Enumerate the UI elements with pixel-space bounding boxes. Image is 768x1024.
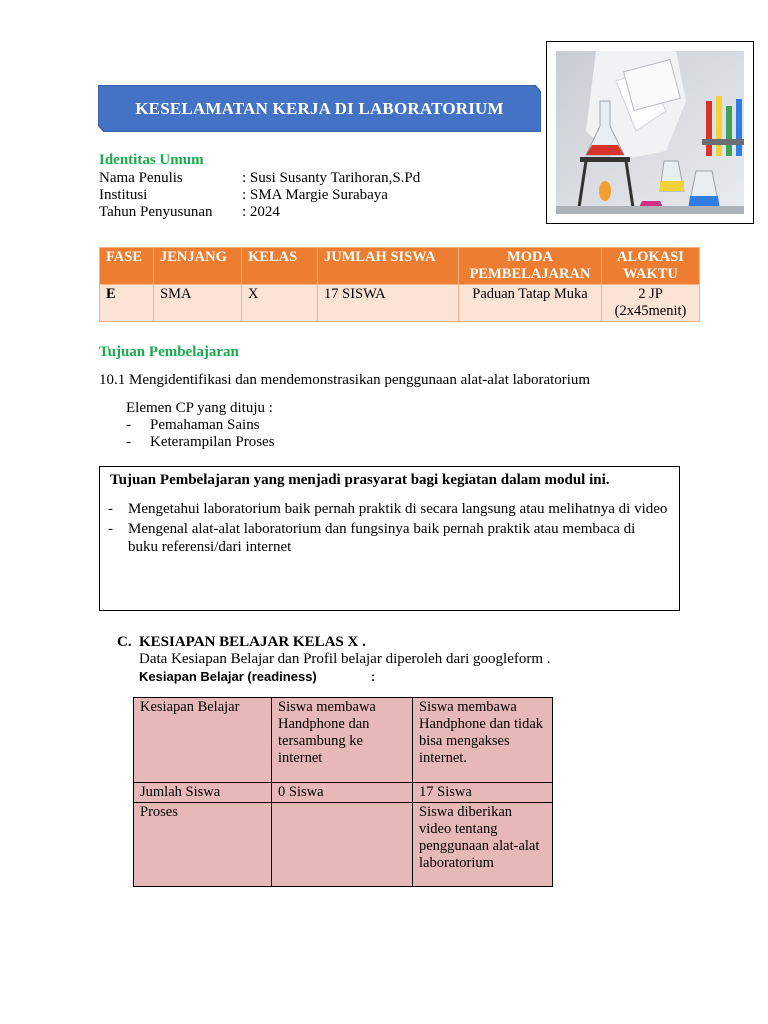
readiness-table	[133, 697, 553, 887]
section-c-heading: KESIAPAN BELAJAR KELAS X .	[139, 634, 366, 650]
identitas-heading: Identitas Umum	[99, 152, 204, 168]
identity-row-author	[99, 169, 420, 187]
table-cell: Siswa membawa Handphone dan tersambung ke internet	[272, 698, 413, 783]
list-dash: -	[126, 434, 131, 450]
cell-jumlah-siswa: 17 SISWA	[318, 285, 459, 322]
document-title: KESELAMATAN KERJA DI LABORATORIUM	[135, 98, 504, 118]
list-item-text: Mengetahui laboratorium baik pernah praktik di secara langsung atau melihatnya di video	[128, 501, 668, 517]
identity-key: Nama Penulis	[99, 170, 183, 186]
elemen-label: Elemen CP yang dituju :	[126, 400, 273, 416]
prasyarat-title: Tujuan Pembelajaran yang menjadi prasyarat bagi kegiatan dalam modul ini.	[110, 472, 610, 488]
readiness-colon: :	[371, 669, 376, 684]
elemen-item-text: Keterampilan Proses	[150, 434, 275, 450]
identity-key: Institusi	[99, 187, 148, 203]
list-dash: -	[108, 520, 113, 537]
section-c-description: Data Kesiapan Belajar dan Profil belajar diperoleh dari googleform .	[139, 651, 551, 667]
identity-row-institution	[99, 186, 388, 204]
header-jenjang: JENJANG	[154, 248, 242, 285]
identity-value: : 2024	[242, 204, 280, 220]
cell-alokasi: 2 JP (2x45menit)	[602, 285, 700, 322]
tujuan-heading: Tujuan Pembelajaran	[99, 344, 239, 360]
table-cell	[272, 803, 413, 887]
tujuan-statement: 10.1 Mengidentifikasi dan mendemonstrasikan penggunaan alat-alat laboratorium	[99, 372, 591, 388]
cell-kelas: X	[242, 285, 318, 322]
header-moda: MODA PEMBELAJARAN	[459, 248, 602, 285]
elemen-item-text: Pemahaman Sains	[150, 417, 260, 433]
identity-key: Tahun Penyusunan	[99, 204, 213, 220]
list-item-text: Mengenal alat-alat laboratorium dan fungsinya baik pernah praktik atau membaca di buku referensi/dari internet	[128, 520, 636, 555]
cell-jenjang: SMA	[154, 285, 242, 322]
table-row	[134, 698, 553, 783]
header-kelas: KELAS	[242, 248, 318, 285]
list-dash: -	[126, 417, 131, 433]
title-banner	[98, 85, 541, 132]
table-cell: 17 Siswa	[413, 783, 553, 803]
identity-value: : Susi Susanty Tarihoran,S.Pd	[242, 170, 421, 186]
table-cell: Jumlah Siswa	[134, 783, 272, 803]
table-cell: Kesiapan Belajar	[134, 698, 272, 783]
header-alokasi: ALOKASI WAKTU	[602, 248, 700, 285]
table-cell: Proses	[134, 803, 272, 887]
laboratory-photo	[546, 41, 754, 224]
table-cell: Siswa diberikan video tentang penggunaan alat-alat laboratorium	[413, 803, 553, 887]
cell-fase: E	[100, 285, 154, 322]
list-item	[108, 500, 668, 519]
table-header-row	[100, 248, 700, 285]
cell-moda: Paduan Tatap Muka	[459, 285, 602, 322]
info-table	[99, 247, 700, 322]
table-row	[134, 803, 553, 887]
header-jumlah-siswa: JUMLAH SISWA	[318, 248, 459, 285]
list-dash: -	[108, 501, 113, 517]
section-c-letter: C.	[117, 634, 132, 650]
identity-row-year	[99, 203, 280, 221]
readiness-label: Kesiapan Belajar (readiness)	[139, 669, 317, 684]
table-cell: 0 Siswa	[272, 783, 413, 803]
header-fase: FASE	[100, 248, 154, 285]
laboratory-image	[556, 51, 744, 214]
prasyarat-list	[108, 500, 668, 558]
table-row	[134, 783, 553, 803]
elemen-item	[126, 434, 275, 451]
elemen-item	[126, 417, 260, 434]
prasyarat-box	[99, 466, 680, 611]
identity-value: : SMA Margie Surabaya	[242, 187, 388, 203]
table-cell: Siswa membawa Handphone dan tidak bisa mengakses internet.	[413, 698, 553, 783]
table-row	[100, 285, 700, 322]
list-item	[108, 520, 668, 557]
